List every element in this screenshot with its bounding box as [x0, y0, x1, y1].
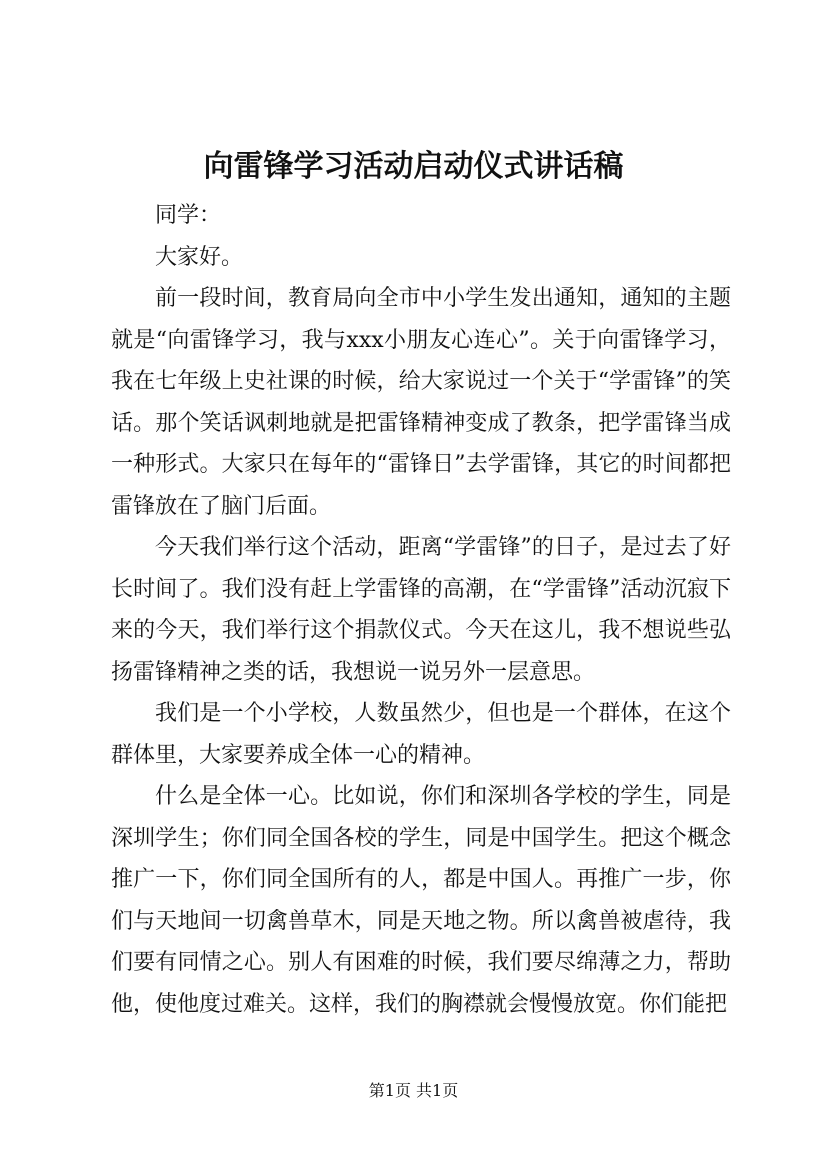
paragraph-1: 前一段时间，教育局向全市中小学生发出通知，通知的主题就是“向雷锋学习，我与xxx小朋友心连心”。关于向雷锋学习，我在七年级上史社课的时候，给大家说过一个关于“学雷锋”的笑话。那个笑话讽刺地就是把雷锋精神变成了教条，把学雷锋当成一种形式。大家只在每年的“雷锋日”去学雷锋，其它的时间都把雷锋放在了脑门后面。 — [111, 286, 731, 519]
paragraph-3: 我们是一个小学校，人数虽然少，但也是一个群体，在这个群体里，大家要养成全体一心的精神。 — [111, 701, 731, 768]
page-number-footer: 第1页 共1页 — [368, 1081, 459, 1100]
document-title: 向雷锋学习活动启动仪式讲话稿 — [203, 149, 624, 184]
greeting: 大家好。 — [155, 244, 244, 270]
document-body — [111, 195, 731, 1025]
salutation: 同学： — [155, 203, 222, 228]
paragraph-2: 今天我们举行这个活动，距离“学雷锋”的日子，是过去了好长时间了。我们没有赶上学雷锋的高潮，在“学雷锋”活动沉寂下来的今天，我们举行这个捐款仪式。今天在这儿，我不想说些弘扬雷锋精神之类的话，我想说一说另外一层意思。 — [111, 535, 731, 685]
paragraph-4: 什么是全体一心。比如说，你们和深圳各学校的学生，同是深圳学生；你们同全国各校的学生，同是中国学生。把这个概念推广一下，你们同全国所有的人，都是中国人。再推广一步，你们与天地间一切禽兽草木，同是天地之物。所以禽兽被虐待，我们要有同情之心。别人有困难的时候，我们要尽绵薄之力，帮助他，使他度过难关。这样，我们的胸襟就会慢慢放宽。你们能把 — [111, 784, 731, 1017]
